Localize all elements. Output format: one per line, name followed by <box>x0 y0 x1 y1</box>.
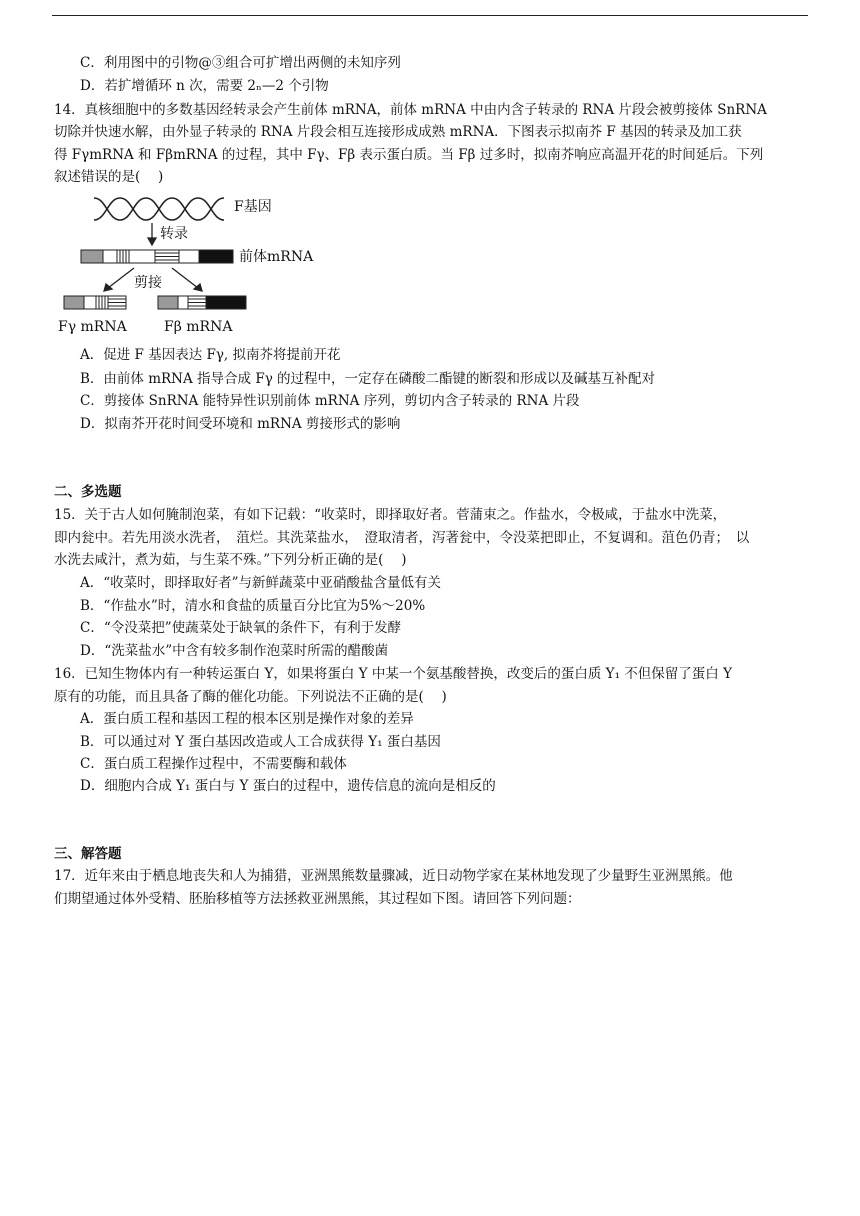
q14-option-c: C．剪接体 SnRNA 能特异性识别前体 mRNA 序列，剪切内含子转录的 RNA 片段 <box>80 393 580 409</box>
q16-option-a: A．蛋白质工程和基因工程的根本区别是操作对象的差异 <box>80 711 414 727</box>
q15-option-b: B．“作盐水”时，清水和食盐的质量百分比宜为5%～20% <box>80 598 426 614</box>
q14-stem-line-2: 切除并快速水解，由外显子转录的 RNA 片段会相互连接形成成熟 mRNA．下图表示拟南芥 F 基因的转录及加工获 <box>54 124 742 140</box>
q14-option-d: D．拟南芥开花时间受环境和 mRNA 剪接形式的影响 <box>80 416 401 432</box>
dna-helix <box>94 198 224 220</box>
q17-stem-line-2: 们期望通过体外受精、胚胎移植等方法拯救亚洲黑熊，其过程如下图。请回答下列问题： <box>54 891 581 907</box>
q13-option-c: C．利用图中的引物@③组合可扩增出两侧的未知序列 <box>80 55 401 71</box>
fbeta-mrna-bar <box>158 296 246 309</box>
transcription-arrow <box>148 223 156 245</box>
q15-stem-line-1: 15．关于古人如何腌制泡菜，有如下记载：“收菜时，即择取好者。菅蒲束之。作盐水，令极咸，于盐水中洗菜， <box>54 507 727 523</box>
q14-stem-line-3: 得 FγmRNA 和 FβmRNA 的过程，其中 Fγ、Fβ 表示蛋白质。当 Fβ 过多时，拟南芥响应高温开花的时间延后。下列 <box>54 147 764 163</box>
fgamma-mrna-bar <box>64 296 126 309</box>
f-gene-splicing-diagram <box>56 190 356 342</box>
q13-option-d: D．若扩增循环 n 次，需要 2ₙ—2 个引物 <box>80 78 329 94</box>
q15-stem-line-2: 即内瓮中。若先用淡水洗者， 菹烂。其洗菜盐水， 澄取清者，泻著瓮中，令没菜把即止，不复调和。菹色仍青； 以 <box>54 530 750 546</box>
q16-option-c: C．蛋白质工程操作过程中，不需要酶和载体 <box>80 756 347 772</box>
q16-option-d: D．细胞内合成 Y₁ 蛋白与 Y 蛋白的过程中，遗传信息的流向是相反的 <box>80 778 496 794</box>
q14-stem-line-1: 14．真核细胞中的多数基因经转录会产生前体 mRNA，前体 mRNA 中由内含子转录的 RNA 片段会被剪接体 SnRNA <box>54 102 767 118</box>
splicing-label: 剪接 <box>134 275 162 291</box>
q17-stem-line-1: 17．近年来由于栖息地丧失和人为捕猎，亚洲黑熊数量骤减，近日动物学家在某林地发现了少量野生亚洲黑熊。他 <box>54 868 733 884</box>
q14-stem-line-4: 叙述错误的是( ) <box>54 169 164 185</box>
q15-option-a: A．“收菜时，即择取好者”与新鲜蔬菜中亚硝酸盐含量低有关 <box>80 575 442 591</box>
q15-stem-line-3: 水洗去咸汁，煮为茹，与生菜不殊。”下列分析正确的是( ) <box>54 552 407 568</box>
header-rule <box>52 15 808 16</box>
q16-stem-line-2: 原有的功能，而且具备了酶的催化功能。下列说法不正确的是( ) <box>54 689 447 705</box>
pre-mrna-label: 前体mRNA <box>239 249 314 265</box>
transcription-label: 转录 <box>160 226 188 242</box>
section-multiple-choice-heading: 二、多选题 <box>54 484 122 500</box>
q16-option-b: B．可以通过对 Y 蛋白基因改造或人工合成获得 Y₁ 蛋白基因 <box>80 734 441 750</box>
q15-option-c: C．“令没菜把”使蔬菜处于缺氧的条件下，有利于发酵 <box>80 620 402 636</box>
section-answer-heading: 三、解答题 <box>54 846 122 862</box>
fgamma-mrna-label: Fγ mRNA <box>58 319 127 335</box>
f-gene-label: F基因 <box>234 199 272 215</box>
q15-option-d: D．“洗菜盐水”中含有较多制作泡菜时所需的醋酸菌 <box>80 643 389 659</box>
q14-option-a: A．促进 F 基因表达 Fγ, 拟南芥将提前开花 <box>80 347 341 363</box>
q16-stem-line-1: 16．已知生物体内有一种转运蛋白 Y，如果将蛋白 Y 中某一个氨基酸替换，改变后的蛋白质 Y₁ 不但保留了蛋白 Y <box>54 666 732 682</box>
pre-mrna-bar <box>81 250 233 263</box>
fbeta-mrna-label: Fβ mRNA <box>164 319 233 335</box>
q14-option-b: B．由前体 mRNA 指导合成 Fγ 的过程中，一定存在磷酸二酯键的断裂和形成以及碱基互补配对 <box>80 371 656 387</box>
